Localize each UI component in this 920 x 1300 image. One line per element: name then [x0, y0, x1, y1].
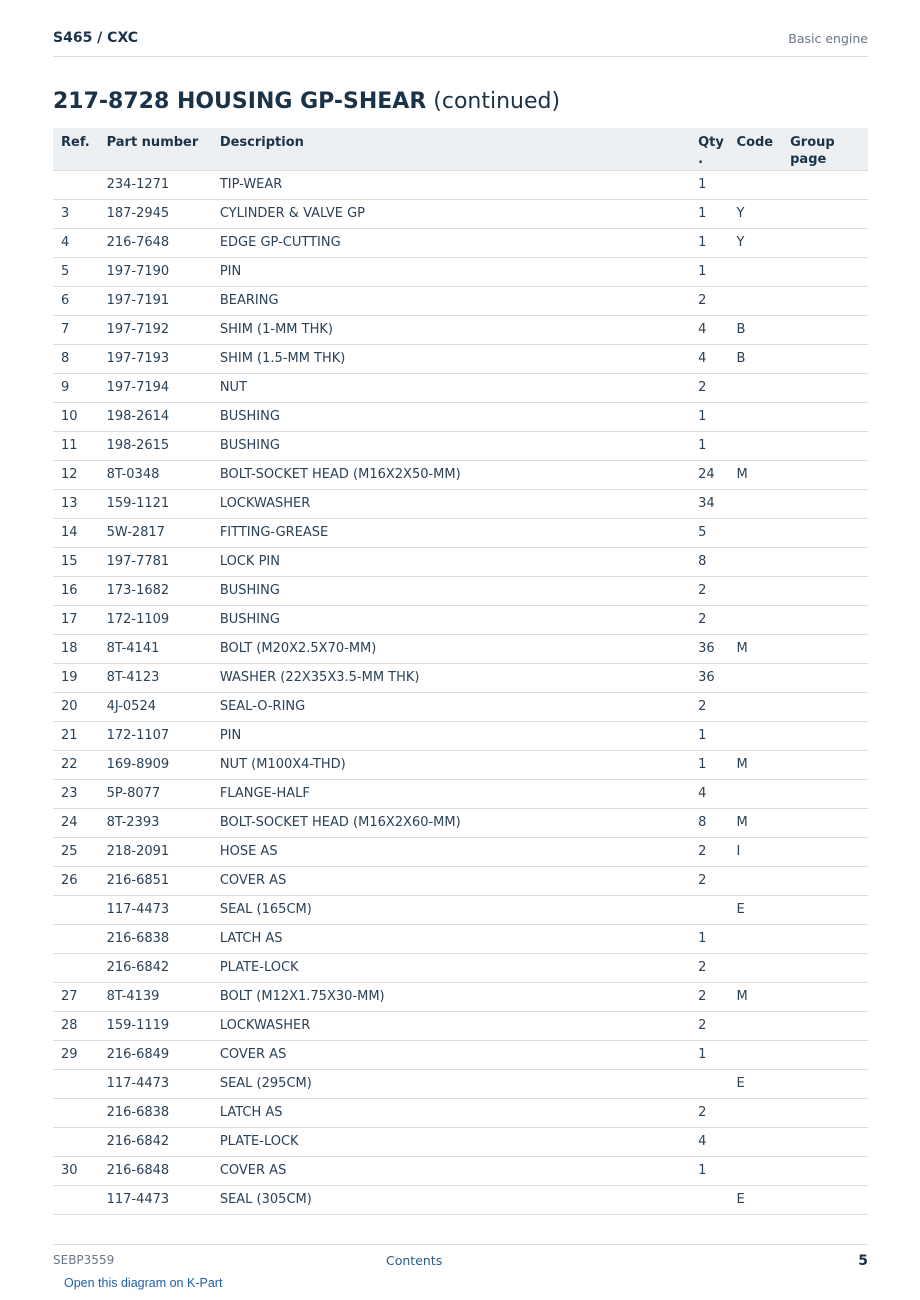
page-header — [53, 27, 868, 57]
ref-cell: 14 — [53, 518, 107, 547]
qty-cell: 4 — [698, 779, 736, 808]
qty-cell: 8 — [698, 547, 736, 576]
ref-cell: 6 — [53, 286, 107, 315]
group-page-cell — [790, 170, 868, 199]
code-cell: Y — [737, 228, 791, 257]
code-cell: M — [737, 808, 791, 837]
part-number-cell: 197-7190 — [107, 257, 220, 286]
part-number-cell: 8T-2393 — [107, 808, 220, 837]
description-cell: BUSHING — [220, 402, 698, 431]
description-cell: BUSHING — [220, 431, 698, 460]
ref-cell: 23 — [53, 779, 107, 808]
code-cell — [737, 605, 791, 634]
description-cell: NUT (M100X4-THD) — [220, 750, 698, 779]
table-row — [53, 866, 868, 895]
section-label: Basic engine — [788, 31, 868, 46]
part-number-cell: 8T-4139 — [107, 982, 220, 1011]
table-row — [53, 692, 868, 721]
description-cell: PIN — [220, 257, 698, 286]
part-number-cell: 187-2945 — [107, 199, 220, 228]
part-number-cell: 5W-2817 — [107, 518, 220, 547]
code-cell: Y — [737, 199, 791, 228]
group-page-cell — [790, 228, 868, 257]
qty-cell: 5 — [698, 518, 736, 547]
code-cell: I — [737, 837, 791, 866]
col-part-number-header: Part number — [107, 128, 220, 170]
description-cell: NUT — [220, 373, 698, 402]
group-page-cell — [790, 286, 868, 315]
group-page-cell — [790, 547, 868, 576]
code-cell — [737, 489, 791, 518]
description-cell: COVER AS — [220, 866, 698, 895]
code-cell — [737, 576, 791, 605]
description-cell: LOCK PIN — [220, 547, 698, 576]
code-cell — [737, 663, 791, 692]
code-cell — [737, 1011, 791, 1040]
group-page-cell — [790, 605, 868, 634]
code-cell: B — [737, 344, 791, 373]
group-page-cell — [790, 1098, 868, 1127]
code-cell: E — [737, 895, 791, 924]
table-row — [53, 402, 868, 431]
qty-cell: 4 — [698, 1127, 736, 1156]
group-page-cell — [790, 315, 868, 344]
ref-cell: 26 — [53, 866, 107, 895]
ref-cell: 20 — [53, 692, 107, 721]
group-page-cell — [790, 1040, 868, 1069]
qty-cell: 2 — [698, 605, 736, 634]
ref-cell — [53, 924, 107, 953]
ref-cell: 30 — [53, 1156, 107, 1185]
description-cell: BEARING — [220, 286, 698, 315]
group-page-cell — [790, 663, 868, 692]
part-number-cell: 197-7194 — [107, 373, 220, 402]
qty-cell: 1 — [698, 721, 736, 750]
code-cell — [737, 866, 791, 895]
description-cell: WASHER (22X35X3.5-MM THK) — [220, 663, 698, 692]
table-row — [53, 228, 868, 257]
table-row — [53, 1040, 868, 1069]
qty-cell: 1 — [698, 1040, 736, 1069]
code-cell — [737, 547, 791, 576]
ref-cell: 8 — [53, 344, 107, 373]
ref-cell — [53, 1127, 107, 1156]
description-cell: BOLT (M12X1.75X30-MM) — [220, 982, 698, 1011]
code-cell: M — [737, 750, 791, 779]
description-cell: BOLT-SOCKET HEAD (M16X2X50-MM) — [220, 460, 698, 489]
qty-cell: 1 — [698, 402, 736, 431]
part-number-cell: 172-1107 — [107, 721, 220, 750]
ref-cell: 10 — [53, 402, 107, 431]
qty-cell: 1 — [698, 1156, 736, 1185]
code-cell — [737, 373, 791, 402]
table-row — [53, 547, 868, 576]
table-row — [53, 634, 868, 663]
code-cell: M — [737, 982, 791, 1011]
table-row — [53, 808, 868, 837]
col-ref-header: Ref. — [53, 128, 107, 170]
page-footer — [53, 1244, 868, 1275]
group-page-cell — [790, 866, 868, 895]
ref-cell: 22 — [53, 750, 107, 779]
description-cell: LOCKWASHER — [220, 489, 698, 518]
code-cell: M — [737, 460, 791, 489]
qty-cell: 1 — [698, 199, 736, 228]
part-number-cell: 216-6838 — [107, 1098, 220, 1127]
title-suffix: (continued) — [433, 89, 561, 114]
description-cell: BUSHING — [220, 576, 698, 605]
description-cell: SEAL-O-RING — [220, 692, 698, 721]
table-row — [53, 1127, 868, 1156]
qty-cell: 2 — [698, 692, 736, 721]
group-page-cell — [790, 750, 868, 779]
qty-cell: 2 — [698, 837, 736, 866]
part-number-cell: 159-1119 — [107, 1011, 220, 1040]
ref-cell: 7 — [53, 315, 107, 344]
ref-cell: 29 — [53, 1040, 107, 1069]
group-page-cell — [790, 576, 868, 605]
group-page-cell — [790, 837, 868, 866]
description-cell: BOLT (M20X2.5X70-MM) — [220, 634, 698, 663]
qty-cell: 1 — [698, 924, 736, 953]
part-number-cell: 117-4473 — [107, 1185, 220, 1214]
part-number-cell: 216-6838 — [107, 924, 220, 953]
col-qty-header: Qty . — [698, 128, 736, 170]
code-cell — [737, 692, 791, 721]
table-row — [53, 663, 868, 692]
part-number-cell: 172-1109 — [107, 605, 220, 634]
part-number-cell: 216-6848 — [107, 1156, 220, 1185]
part-number-cell: 216-7648 — [107, 228, 220, 257]
table-row — [53, 1011, 868, 1040]
table-row — [53, 779, 868, 808]
qty-cell: 24 — [698, 460, 736, 489]
ref-cell: 11 — [53, 431, 107, 460]
qty-cell: 2 — [698, 953, 736, 982]
contents-link[interactable]: Contents — [386, 1253, 443, 1268]
col-code-header: Code — [737, 128, 791, 170]
table-row — [53, 837, 868, 866]
qty-cell: 2 — [698, 286, 736, 315]
title-main: 217-8728 HOUSING GP-SHEAR — [53, 89, 427, 114]
qty-cell: 1 — [698, 170, 736, 199]
part-number-cell: 197-7192 — [107, 315, 220, 344]
description-cell: FLANGE-HALF — [220, 779, 698, 808]
kpart-diagram-link[interactable]: Open this diagram on K-Part — [64, 1276, 223, 1290]
ref-cell — [53, 1069, 107, 1098]
description-cell: COVER AS — [220, 1040, 698, 1069]
ref-cell: 9 — [53, 373, 107, 402]
part-number-cell: 117-4473 — [107, 895, 220, 924]
table-row — [53, 1069, 868, 1098]
part-number-cell: 216-6842 — [107, 1127, 220, 1156]
table-row — [53, 750, 868, 779]
col-description-header: Description — [220, 128, 698, 170]
code-cell — [737, 170, 791, 199]
col-group-page-header: Group page — [790, 128, 868, 170]
ref-cell: 18 — [53, 634, 107, 663]
part-number-cell: 4J-0524 — [107, 692, 220, 721]
ref-cell: 27 — [53, 982, 107, 1011]
description-cell: LOCKWASHER — [220, 1011, 698, 1040]
group-page-cell — [790, 924, 868, 953]
ref-cell — [53, 895, 107, 924]
description-cell: LATCH AS — [220, 1098, 698, 1127]
code-cell — [737, 1127, 791, 1156]
part-number-cell: 169-8909 — [107, 750, 220, 779]
part-number-cell: 218-2091 — [107, 837, 220, 866]
group-page-cell — [790, 1069, 868, 1098]
group-page-cell — [790, 779, 868, 808]
code-cell — [737, 286, 791, 315]
code-cell: E — [737, 1185, 791, 1214]
part-number-cell: 216-6851 — [107, 866, 220, 895]
qty-cell — [698, 1185, 736, 1214]
group-page-cell — [790, 402, 868, 431]
description-cell: BUSHING — [220, 605, 698, 634]
table-row — [53, 489, 868, 518]
group-page-cell — [790, 518, 868, 547]
group-page-cell — [790, 460, 868, 489]
ref-cell — [53, 953, 107, 982]
code-cell: B — [737, 315, 791, 344]
group-page-cell — [790, 1156, 868, 1185]
ref-cell: 16 — [53, 576, 107, 605]
ref-cell: 5 — [53, 257, 107, 286]
code-cell — [737, 518, 791, 547]
group-page-cell — [790, 373, 868, 402]
code-cell: E — [737, 1069, 791, 1098]
parts-table-body — [53, 170, 868, 1214]
group-page-cell — [790, 634, 868, 663]
qty-cell: 36 — [698, 634, 736, 663]
qty-cell: 1 — [698, 431, 736, 460]
description-cell: HOSE AS — [220, 837, 698, 866]
table-row — [53, 1098, 868, 1127]
table-row — [53, 576, 868, 605]
part-number-cell: 234-1271 — [107, 170, 220, 199]
group-page-cell — [790, 1185, 868, 1214]
code-cell — [737, 402, 791, 431]
document-id: SEBP3559 — [53, 1253, 115, 1267]
description-cell: SHIM (1-MM THK) — [220, 315, 698, 344]
code-cell: M — [737, 634, 791, 663]
table-row — [53, 982, 868, 1011]
part-number-cell: 173-1682 — [107, 576, 220, 605]
code-cell — [737, 953, 791, 982]
code-cell — [737, 257, 791, 286]
ref-cell — [53, 170, 107, 199]
qty-cell: 2 — [698, 576, 736, 605]
ref-cell: 15 — [53, 547, 107, 576]
part-number-cell: 8T-0348 — [107, 460, 220, 489]
table-row — [53, 518, 868, 547]
table-row — [53, 344, 868, 373]
group-page-cell — [790, 692, 868, 721]
ref-cell: 4 — [53, 228, 107, 257]
table-row — [53, 953, 868, 982]
part-number-cell: 216-6842 — [107, 953, 220, 982]
group-page-cell — [790, 1011, 868, 1040]
description-cell: SEAL (305CM) — [220, 1185, 698, 1214]
description-cell: PIN — [220, 721, 698, 750]
table-row — [53, 1156, 868, 1185]
ref-cell: 17 — [53, 605, 107, 634]
description-cell: SEAL (295CM) — [220, 1069, 698, 1098]
part-number-cell: 197-7193 — [107, 344, 220, 373]
qty-cell — [698, 1069, 736, 1098]
part-number-cell: 197-7781 — [107, 547, 220, 576]
part-number-cell: 8T-4123 — [107, 663, 220, 692]
description-cell: LATCH AS — [220, 924, 698, 953]
ref-cell: 13 — [53, 489, 107, 518]
ref-cell: 19 — [53, 663, 107, 692]
group-page-cell — [790, 982, 868, 1011]
ref-cell: 21 — [53, 721, 107, 750]
code-cell — [737, 1098, 791, 1127]
code-cell — [737, 924, 791, 953]
qty-cell: 36 — [698, 663, 736, 692]
qty-cell: 2 — [698, 1011, 736, 1040]
page-title — [53, 89, 560, 114]
part-number-cell: 8T-4141 — [107, 634, 220, 663]
ref-cell: 24 — [53, 808, 107, 837]
description-cell: CYLINDER & VALVE GP — [220, 199, 698, 228]
ref-cell: 3 — [53, 199, 107, 228]
code-cell — [737, 431, 791, 460]
qty-cell — [698, 895, 736, 924]
table-header-row — [53, 128, 868, 170]
group-page-cell — [790, 953, 868, 982]
description-cell: PLATE-LOCK — [220, 953, 698, 982]
description-cell: PLATE-LOCK — [220, 1127, 698, 1156]
group-page-cell — [790, 895, 868, 924]
ref-cell — [53, 1098, 107, 1127]
qty-cell: 1 — [698, 257, 736, 286]
qty-cell: 2 — [698, 982, 736, 1011]
description-cell: EDGE GP-CUTTING — [220, 228, 698, 257]
group-page-cell — [790, 808, 868, 837]
table-row — [53, 315, 868, 344]
qty-cell: 8 — [698, 808, 736, 837]
qty-cell: 2 — [698, 1098, 736, 1127]
description-cell: COVER AS — [220, 1156, 698, 1185]
qty-cell: 2 — [698, 866, 736, 895]
qty-cell: 1 — [698, 750, 736, 779]
ref-cell: 12 — [53, 460, 107, 489]
qty-cell: 4 — [698, 344, 736, 373]
ref-cell: 28 — [53, 1011, 107, 1040]
table-row — [53, 460, 868, 489]
table-row — [53, 170, 868, 199]
table-row — [53, 895, 868, 924]
model-label: S465 / CXC — [53, 30, 139, 46]
part-number-cell: 198-2614 — [107, 402, 220, 431]
group-page-cell — [790, 199, 868, 228]
table-row — [53, 721, 868, 750]
group-page-cell — [790, 1127, 868, 1156]
group-page-cell — [790, 721, 868, 750]
qty-cell: 2 — [698, 373, 736, 402]
part-number-cell: 117-4473 — [107, 1069, 220, 1098]
group-page-cell — [790, 489, 868, 518]
table-row — [53, 373, 868, 402]
group-page-cell — [790, 431, 868, 460]
group-page-cell — [790, 344, 868, 373]
table-row — [53, 257, 868, 286]
code-cell — [737, 1156, 791, 1185]
part-number-cell: 216-6849 — [107, 1040, 220, 1069]
page-number: 5 — [858, 1253, 868, 1269]
description-cell: SEAL (165CM) — [220, 895, 698, 924]
table-row — [53, 431, 868, 460]
description-cell: FITTING-GREASE — [220, 518, 698, 547]
group-page-cell — [790, 257, 868, 286]
code-cell — [737, 779, 791, 808]
table-row — [53, 199, 868, 228]
table-row — [53, 286, 868, 315]
table-row — [53, 605, 868, 634]
qty-cell: 4 — [698, 315, 736, 344]
part-number-cell: 5P-8077 — [107, 779, 220, 808]
ref-cell — [53, 1185, 107, 1214]
table-row — [53, 1185, 868, 1214]
ref-cell: 25 — [53, 837, 107, 866]
qty-cell: 34 — [698, 489, 736, 518]
description-cell: BOLT-SOCKET HEAD (M16X2X60-MM) — [220, 808, 698, 837]
part-number-cell: 198-2615 — [107, 431, 220, 460]
description-cell: TIP-WEAR — [220, 170, 698, 199]
description-cell: SHIM (1.5-MM THK) — [220, 344, 698, 373]
part-number-cell: 197-7191 — [107, 286, 220, 315]
parts-table — [53, 128, 868, 1215]
code-cell — [737, 721, 791, 750]
table-row — [53, 924, 868, 953]
qty-cell: 1 — [698, 228, 736, 257]
code-cell — [737, 1040, 791, 1069]
part-number-cell: 159-1121 — [107, 489, 220, 518]
